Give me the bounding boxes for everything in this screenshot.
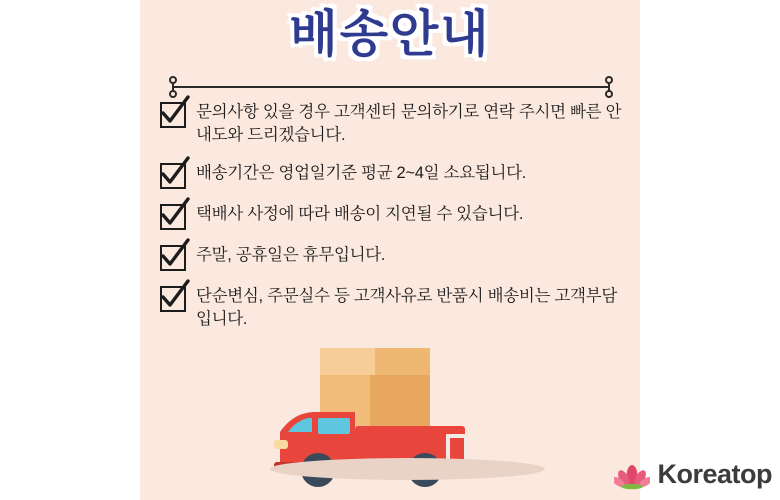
left-margin-band bbox=[0, 0, 140, 500]
checkbox-checked-icon bbox=[160, 204, 186, 230]
list-item bbox=[160, 243, 630, 271]
decorative-divider bbox=[165, 76, 617, 98]
lotus-flower-icon bbox=[614, 456, 650, 492]
page-title-wrap bbox=[140, 6, 640, 64]
checkbox-checked-icon bbox=[160, 286, 186, 312]
list-item bbox=[160, 284, 630, 332]
list-item-label: 주말, 공휴일은 휴무입니다. bbox=[196, 245, 386, 264]
illustration-shadow bbox=[270, 458, 545, 480]
brand-name: Koreatop bbox=[657, 458, 772, 489]
checkbox-checked-icon bbox=[160, 163, 186, 189]
page-title: 배송안내 bbox=[289, 6, 491, 62]
list-item-label: 택배사 사정에 따라 배송이 지연될 수 있습니다. bbox=[196, 204, 524, 223]
list-item-label: 문의사항 있을 경우 고객센터 문의하기로 연락 주시면 빠른 안내도와 드리겠습니다. bbox=[196, 103, 622, 145]
divider-knot-right-icon bbox=[601, 76, 617, 98]
list-item-label: 배송기간은 영업일기준 평균 2~4일 소요됩니다. bbox=[196, 163, 527, 182]
right-margin-band bbox=[640, 0, 780, 500]
list-item-label: 단순변심, 주문실수 등 고객사유로 반품시 배송비는 고객부담입니다. bbox=[196, 286, 617, 329]
brand-logo bbox=[614, 456, 772, 492]
checkbox-checked-icon bbox=[160, 102, 186, 128]
divider-rule bbox=[173, 86, 609, 88]
delivery-truck-illustration bbox=[260, 330, 560, 490]
knot-ring-bottom bbox=[605, 90, 613, 98]
checklist bbox=[160, 100, 630, 345]
list-item bbox=[160, 100, 630, 148]
list-item bbox=[160, 202, 630, 230]
shipping-notice-card bbox=[140, 0, 640, 500]
list-item bbox=[160, 161, 630, 189]
checkbox-checked-icon bbox=[160, 245, 186, 271]
